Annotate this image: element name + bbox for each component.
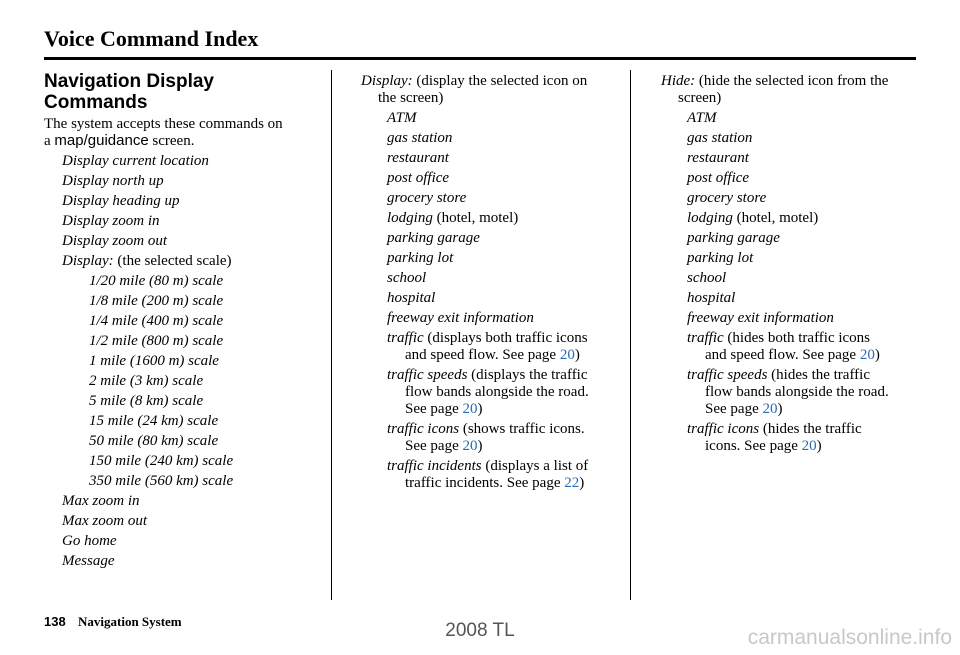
icon-item-lodging: lodging (hotel, motel) [687,210,819,226]
icon-item: school [387,270,427,286]
scale-item: 350 mile (560 km) scale [89,473,234,489]
command-item: Display zoom out [62,233,167,249]
scale-item: 50 mile (80 km) scale [89,433,219,449]
display-icon-command: Display: (display the selected icon on [361,73,588,89]
icon-item: grocery store [687,190,767,206]
icon-item: restaurant [687,150,749,166]
page-link[interactable]: 20 [462,438,478,454]
display-scale-command: Display: (the selected scale) [62,253,232,269]
icon-item: school [687,270,727,286]
command-item: Go home [62,533,117,549]
traffic-icons-entry-ref: See page 20) [405,438,483,454]
command-item: Display current location [62,153,209,169]
command-item: Display heading up [62,193,180,209]
scale-item: 1/4 mile (400 m) scale [89,313,224,329]
page-title: Voice Command Index [44,26,259,51]
site-watermark: carmanualsonline.info [747,626,952,649]
column-divider-2 [630,70,631,600]
section-heading-line1: Navigation Display [44,71,214,92]
scale-item: 2 mile (3 km) scale [89,373,204,389]
traffic-icons-entry: traffic icons (hides the traffic [687,421,862,437]
traffic-speeds-entry-cont: flow bands alongside the road. [405,384,589,400]
icon-item: gas station [387,130,453,146]
model-watermark: 2008 TL [445,620,515,641]
hide-icon-command: Hide: (hide the selected icon from the [661,73,889,89]
command-item: Display north up [62,173,164,189]
page-link[interactable]: 20 [801,438,817,454]
traffic-speeds-entry: traffic speeds (displays the traffic [387,367,588,383]
intro-text-2: a map/guidance screen. [44,132,195,149]
command-item: Display zoom in [62,213,160,229]
page-link[interactable]: 20 [462,401,478,417]
scale-item: 150 mile (240 km) scale [89,453,234,469]
traffic-speeds-entry-ref: See page 20) [405,401,483,417]
icon-item: hospital [387,290,436,306]
icon-item: gas station [687,130,753,146]
icon-item: freeway exit information [387,310,534,326]
icon-item: ATM [687,110,717,126]
command-item: Max zoom in [62,493,140,509]
scale-item: 15 mile (24 km) scale [89,413,219,429]
traffic-icons-entry: traffic icons (shows traffic icons. [387,421,585,437]
display-icon-desc: the screen) [378,90,444,106]
screen-name: map/guidance [54,132,149,149]
icon-item: post office [687,170,750,186]
icon-item: hospital [687,290,736,306]
traffic-entry: traffic (displays both traffic icons [387,330,588,346]
icon-item: parking lot [687,250,754,266]
icon-item: freeway exit information [687,310,834,326]
page-link[interactable]: 22 [564,475,580,491]
scale-item: 1 mile (1600 m) scale [89,353,219,369]
section-heading-line2: Commands [44,92,148,113]
icon-item: post office [387,170,450,186]
traffic-speeds-entry: traffic speeds (hides the traffic [687,367,871,383]
scale-item: 1/8 mile (200 m) scale [89,293,224,309]
traffic-entry-cont: and speed flow. See page 20) [705,347,880,363]
page-link[interactable]: 20 [559,347,575,363]
icon-item: parking garage [687,230,780,246]
traffic-icons-entry-ref: icons. See page 20) [705,438,822,454]
traffic-entry-cont: and speed flow. See page 20) [405,347,580,363]
traffic-speeds-entry-cont: flow bands alongside the road. [705,384,889,400]
title-rule [44,57,916,60]
hide-icon-desc: screen) [678,90,722,106]
icon-item: restaurant [387,150,449,166]
column-divider-1 [331,70,332,600]
scale-item: 1/20 mile (80 m) scale [89,273,224,289]
command-item: Message [62,553,115,569]
icon-item: ATM [387,110,417,126]
footer-label: Navigation System [78,614,182,629]
icon-item: parking garage [387,230,480,246]
traffic-incidents-entry-ref: traffic incidents. See page 22) [405,475,585,491]
page-link[interactable]: 20 [859,347,875,363]
traffic-entry: traffic (hides both traffic icons [687,330,871,346]
traffic-speeds-entry-ref: See page 20) [705,401,783,417]
icon-item: grocery store [387,190,467,206]
icon-item: parking lot [387,250,454,266]
icon-item-lodging: lodging (hotel, motel) [387,210,519,226]
page-link[interactable]: 20 [762,401,778,417]
intro-text: The system accepts these commands on [44,116,283,132]
command-item: Max zoom out [62,513,147,529]
traffic-incidents-entry: traffic incidents (displays a list of [387,458,589,474]
scale-item: 1/2 mile (800 m) scale [89,333,224,349]
scale-item: 5 mile (8 km) scale [89,393,204,409]
page-number: 138 [44,614,66,629]
